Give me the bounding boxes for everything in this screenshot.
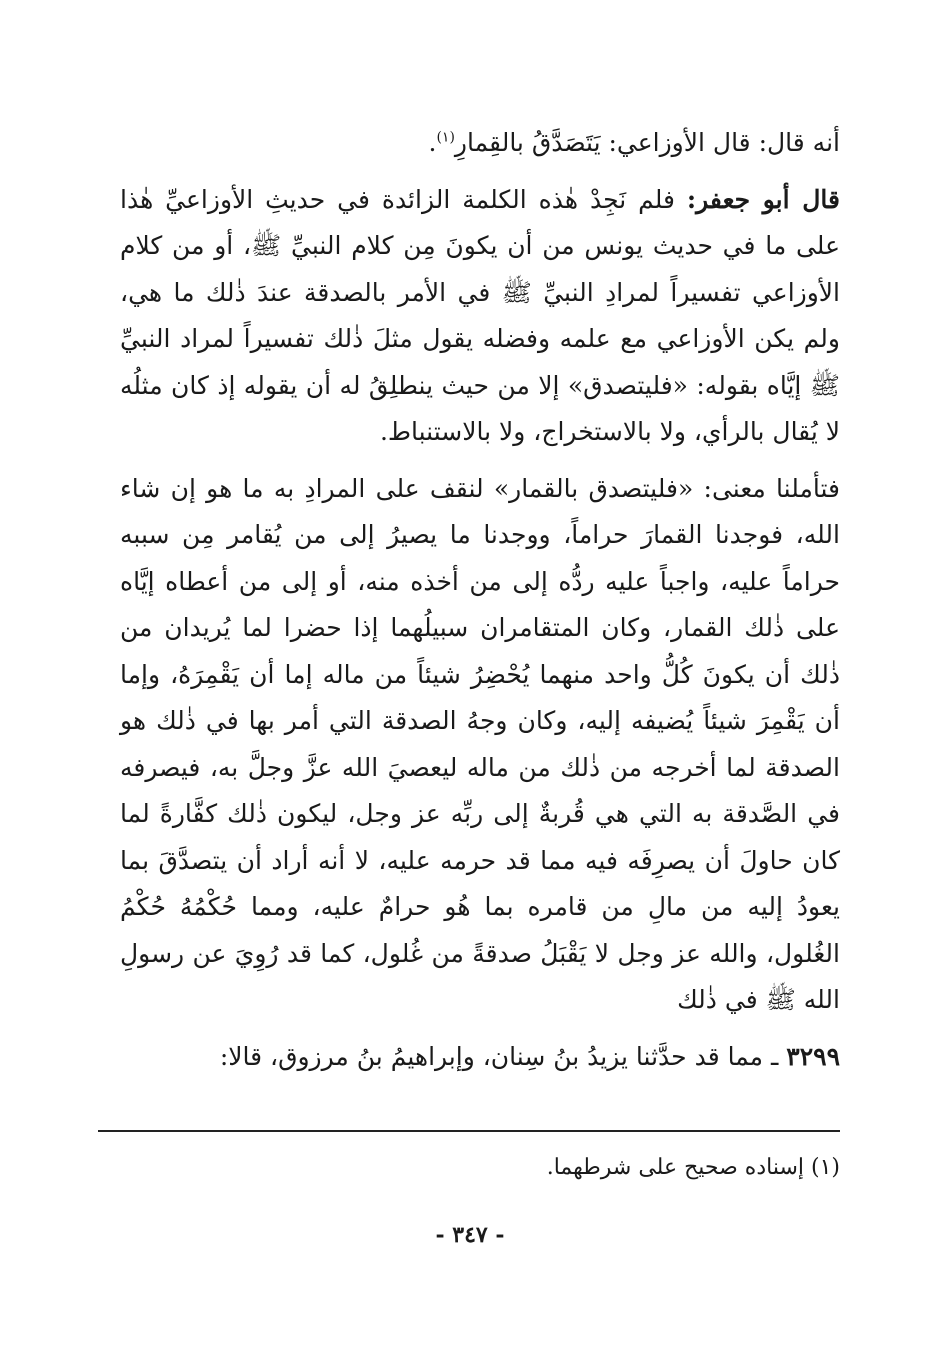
paragraph-3-text: فتأملنا معنى: «فليتصدق بالقمار» لنقف على المرادِ به ما هو إن شاء الله، فوجدنا القمارَ حراماً، ووجدنا ما يصيرُ إلى من يُقامر مِن سببه حراماً عليه، واجباً عليه ردُّه إلى من أخذه منه، أو إلى من أعطاه إيَّاه على ذٰلك القمار، وكان المتقامران سبيلُهما إذا حضرا لما يُريدان من ذٰلك أن يكونَ كُلُّ واحد منهما يُحْضِرُ شيئاً من ماله إما أن يَقْمِرَهُ، وإما أن يَقْمِرَ شيئاً يُضيفه إليه، وكان وجهُ الصدقة التي أمر بها في ذٰلك هو الصدقة لما أخرجه من ذٰلك من ماله ليعصيَ الله عزَّ وجلَّ به، فيصرفه في الصَّدقة به التي هي قُربةٌ إلى ربِّه عز وجل، ليكون ذٰلك كفَّارةً لما كان حاولَ أن يصرِفَه فيه مما قد حرمه عليه، لا أنه أراد أن يتصدَّقَ بما يعودُ إليه من مالِ من قامره بما هُو حرامٌ عليه، ومما حُكْمُهُ حُكْمُ الغُلول، والله عز وجل لا يَقْبَلُ صدقةً من غُلول، كما قد رُوِيَ عن رسولِ الله ﷺ في ذٰلك [120, 473, 840, 1014]
page-number: - ٣٤٧ - [435, 1222, 505, 1248]
paragraph-2-text: فلم نَجِدْ هٰذه الكلمة الزائدة في حديثِ الأوزاعيِّ هٰذا على ما في حديث يونس من أن يكونَ مِن كلام النبيِّ ﷺ، أو من كلام الأوزاعي تفسيراً لمرادِ النبيِّ ﷺ في الأمر بالصدقة عندَ ذٰلك ما هي، ولم يكن الأوزاعي مع علمه وفضله يقول مثلَ ذٰلك تفسيراً لمراد النبيِّ ﷺ إيَّاه بقوله: «فليتصدق» إلا من حيث ينطلِقُ له أن يقوله إذ كان مثلُه لا يُقال بالرأي، ولا بالاستخراج، ولا بالاستنباط. [120, 184, 840, 446]
paragraph-1-text: أنه قال: قال الأوزاعي: يَتَصَدَّقُ بالقِمارِ [454, 128, 840, 157]
main-text [120, 120, 840, 1080]
footnote-reference: (١) [436, 129, 455, 146]
paragraph-2 [120, 177, 840, 456]
footnote-divider [98, 1130, 840, 1132]
hadith-number: ٣٢٩٩ [786, 1041, 840, 1071]
footnote-text: (١) إسناده صحيح على شرطهما. [546, 1155, 840, 1180]
paragraph-4-text: ـ مما قد حدَّثنا يزيدُ بنُ سِنان، وإبراهيمُ بنُ مرزوق، قالا: [219, 1041, 787, 1071]
speaker-heading: قال أبو جعفر: [686, 184, 840, 214]
paragraph-3 [120, 466, 840, 1024]
paragraph-4 [120, 1034, 840, 1081]
paragraph-1-end: . [428, 128, 437, 157]
footnote [98, 1150, 840, 1186]
paragraph-1 [120, 120, 840, 167]
